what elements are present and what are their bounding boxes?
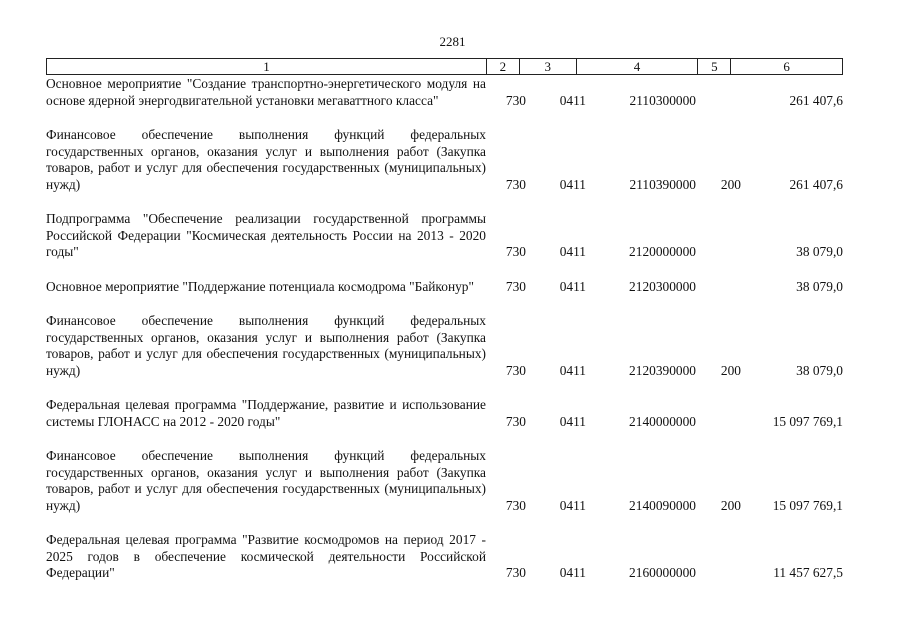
column-header-3: 3 <box>520 59 577 74</box>
table-row <box>46 532 843 582</box>
row-description: Основное мероприятие "Создание транспортно-энергетического модуля на основе ядерной энергодвигательной установки мегаваттного класса" <box>46 76 486 108</box>
ministry-code: 730 <box>505 92 526 108</box>
column-header-2: 2 <box>487 59 520 74</box>
amount: 15 097 769,1 <box>772 413 843 429</box>
amount: 15 097 769,1 <box>772 497 843 513</box>
target-article-code: 2120300000 <box>629 278 696 294</box>
column-header-1: 1 <box>47 59 487 74</box>
table-row <box>46 211 843 261</box>
target-article-code: 2140000000 <box>629 413 696 429</box>
amount: 11 457 627,5 <box>773 565 843 580</box>
row-description: Федеральная целевая программа "Поддержание, развитие и использование системы ГЛОНАСС на 2012 - 2020 годы" <box>46 397 486 429</box>
amount: 261 407,6 <box>789 176 843 192</box>
table-row <box>46 397 843 430</box>
row-description: Финансовое обеспечение выполнения функций федеральных государственных органов, оказания услуг и выполнения работ (Закупка товаров, работ и услуг для обеспечения государственных (муниципальных) нужд) <box>46 127 486 192</box>
ministry-code: 730 <box>505 176 526 192</box>
column-header-5: 5 <box>698 59 731 74</box>
ministry-code: 730 <box>505 278 526 294</box>
column-header-6: 6 <box>783 59 790 74</box>
section-code: 0411 <box>559 497 586 513</box>
table-row <box>46 127 843 193</box>
table-body <box>46 76 843 600</box>
expense-type-code: 200 <box>720 176 741 192</box>
section-code: 0411 <box>559 362 586 378</box>
table-row <box>46 279 843 296</box>
target-article-code: 2160000000 <box>629 565 696 580</box>
ministry-code: 730 <box>505 565 526 580</box>
expense-type-code: 200 <box>720 497 741 513</box>
amount: 38 079,0 <box>796 278 843 294</box>
target-article-code: 2140090000 <box>629 497 696 513</box>
target-article-code: 2120390000 <box>629 362 696 378</box>
column-header-4: 4 <box>577 59 699 74</box>
amount: 38 079,0 <box>796 362 843 378</box>
expense-type-code: 200 <box>720 362 741 378</box>
section-code: 0411 <box>559 565 586 580</box>
row-description: Финансовое обеспечение выполнения функций федеральных государственных органов, оказания услуг и выполнения работ (Закупка товаров, работ и услуг для обеспечения государственных (муниципальных) нужд) <box>46 448 486 513</box>
target-article-code: 2110300000 <box>629 92 696 108</box>
row-description: Федеральная целевая программа "Развитие космодромов на период 2017 - 2025 годов в обеспечение космической деятельности Российской Федерации" <box>46 532 486 580</box>
section-code: 0411 <box>559 413 586 429</box>
ministry-code: 730 <box>505 497 526 513</box>
row-description: Финансовое обеспечение выполнения функций федеральных государственных органов, оказания услуг и выполнения работ (Закупка товаров, работ и услуг для обеспечения государственных (муниципальных) нужд) <box>46 313 486 378</box>
table-row <box>46 313 843 379</box>
page-number: 2281 <box>439 34 466 49</box>
section-code: 0411 <box>559 278 586 294</box>
amount: 38 079,0 <box>796 244 843 259</box>
section-code: 0411 <box>559 244 586 259</box>
amount: 261 407,6 <box>789 92 843 108</box>
target-article-code: 2120000000 <box>629 244 696 259</box>
table-row <box>46 76 843 109</box>
ministry-code: 730 <box>505 413 526 429</box>
ministry-code: 730 <box>505 362 526 378</box>
table-header <box>46 58 843 75</box>
table-row <box>46 448 843 514</box>
target-article-code: 2110390000 <box>629 176 696 192</box>
section-code: 0411 <box>559 176 586 192</box>
row-description: Основное мероприятие "Поддержание потенциала космодрома "Байконур" <box>46 278 474 294</box>
section-code: 0411 <box>559 92 586 108</box>
ministry-code: 730 <box>505 244 526 259</box>
row-description: Подпрограмма "Обеспечение реализации государственной программы Российской Федерации "Космическая деятельность России на 2013 - 2020 годы" <box>46 211 486 259</box>
